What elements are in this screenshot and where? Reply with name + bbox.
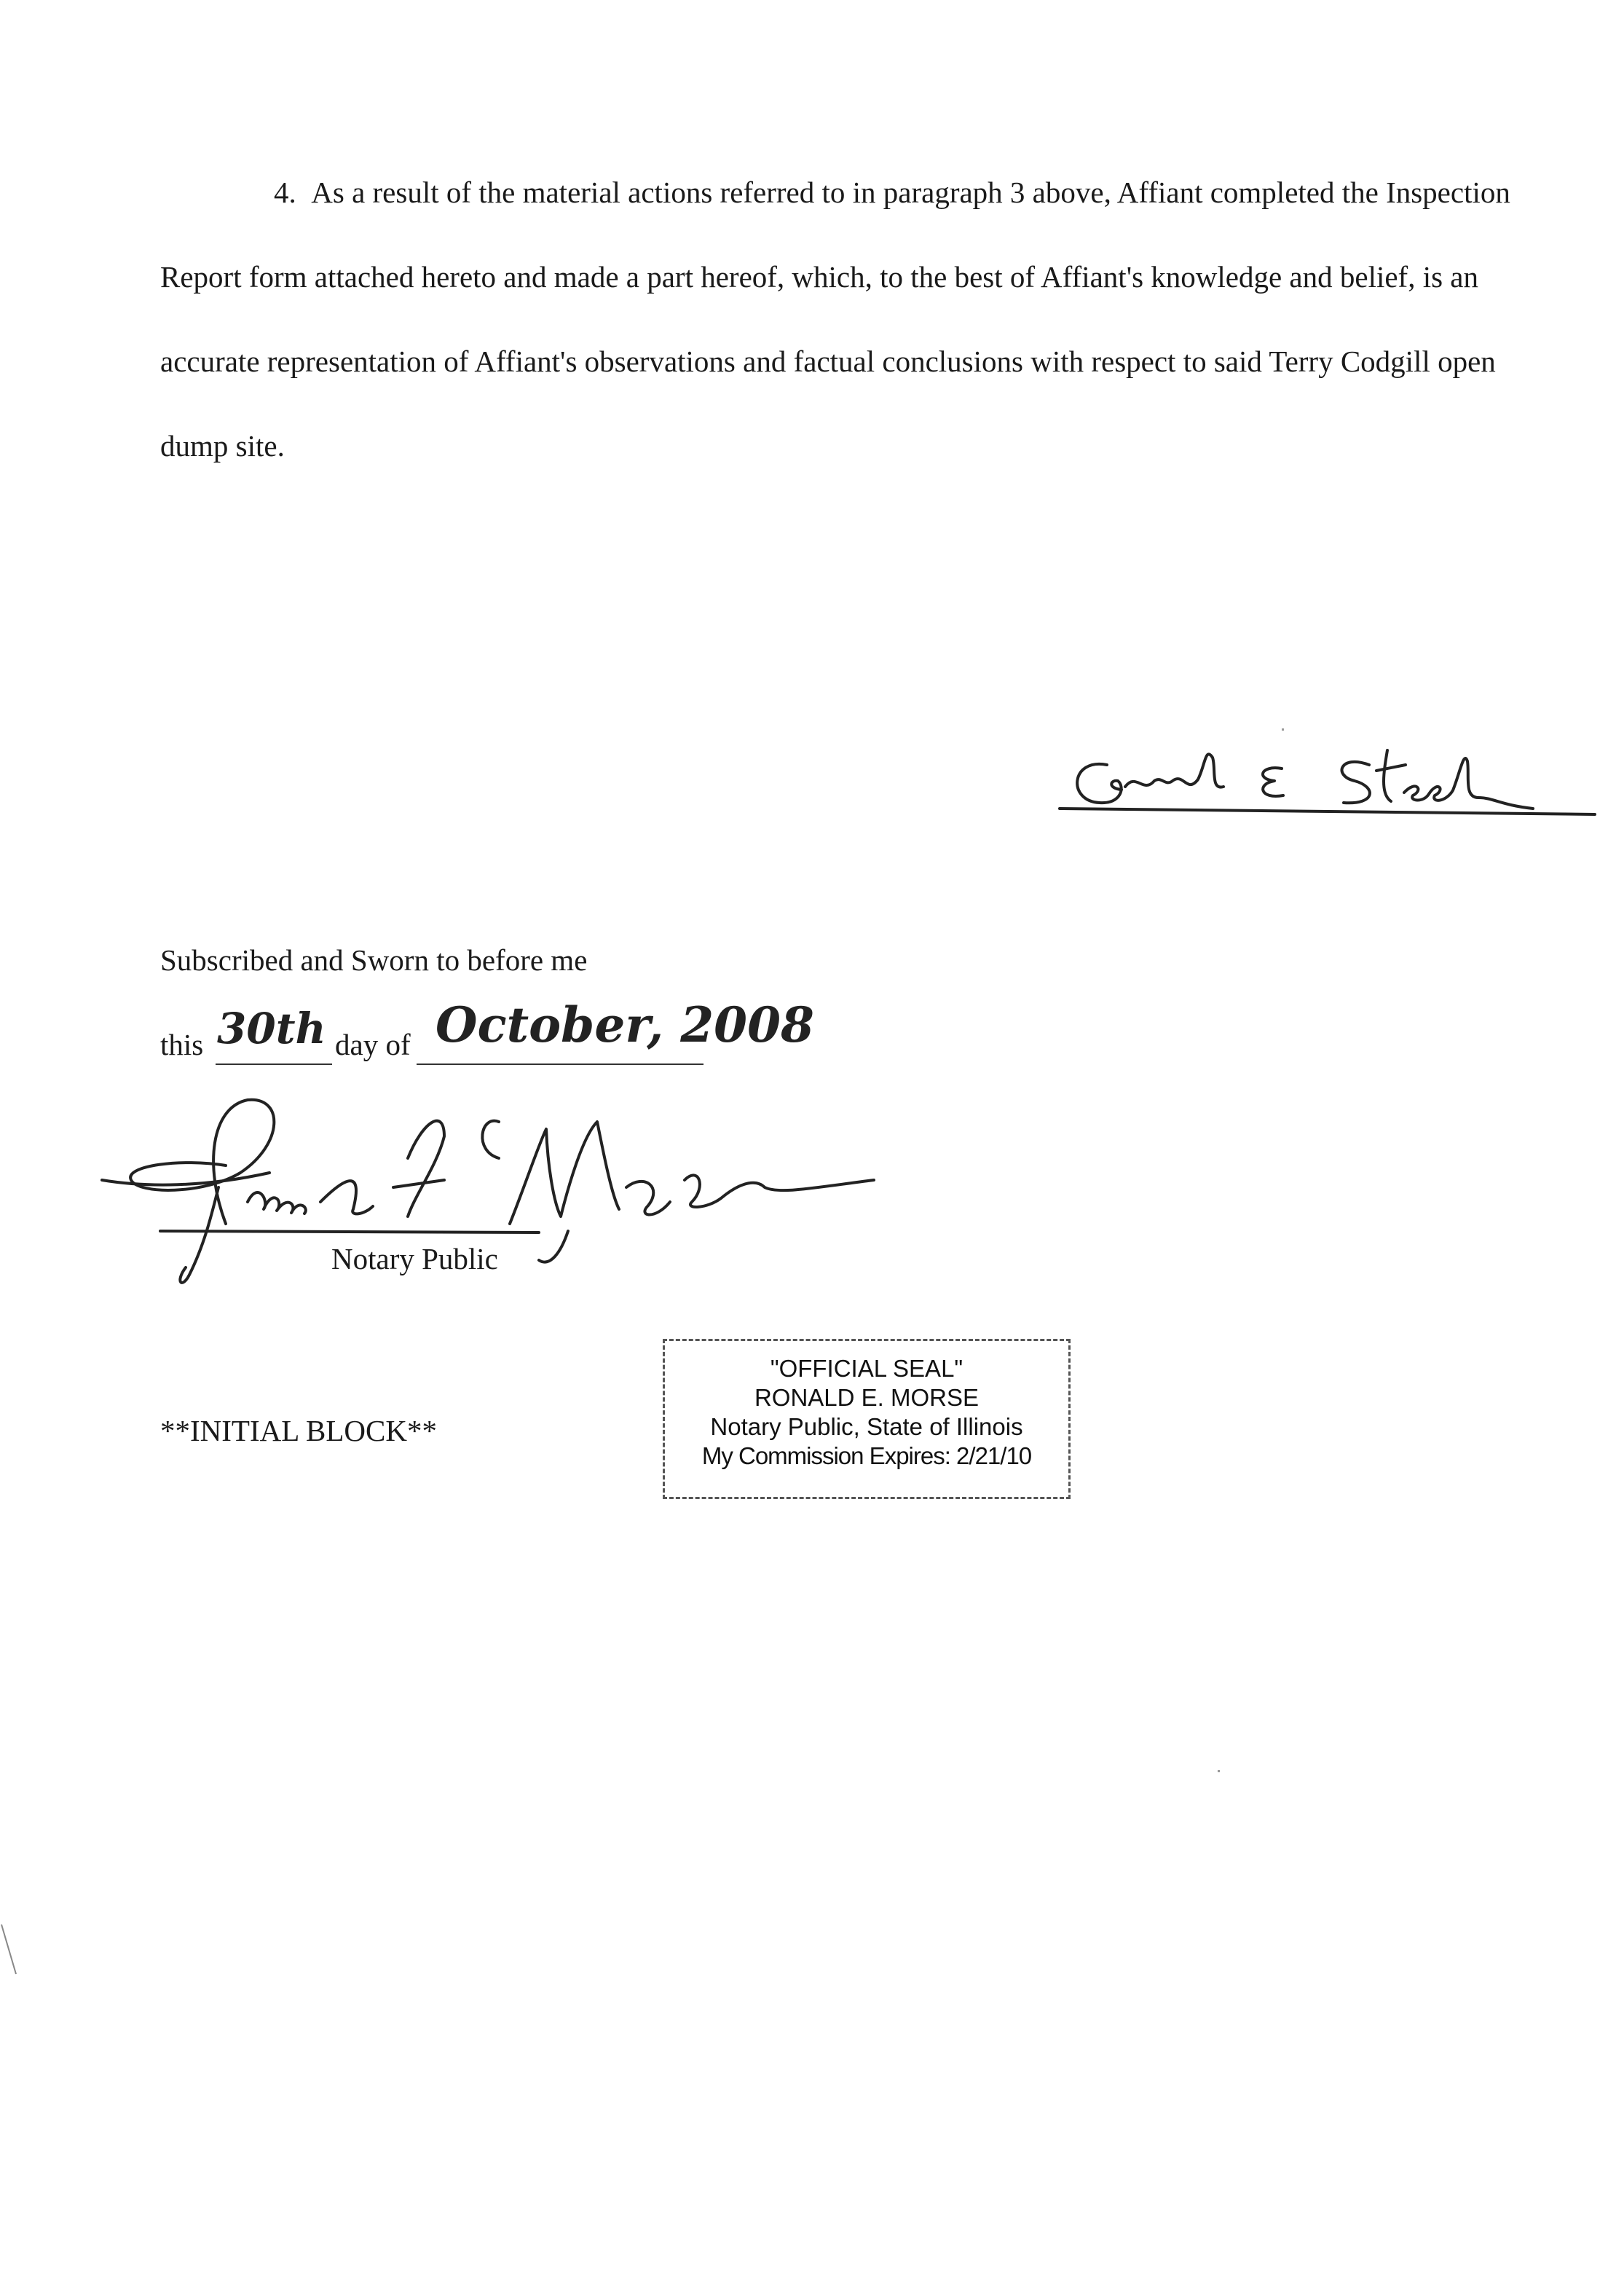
- notary-signature: [102, 1078, 903, 1297]
- scan-mark: [1218, 1770, 1220, 1772]
- seal-state: Notary Public, State of Illinois: [710, 1413, 1023, 1440]
- seal-name: RONALD E. MORSE: [754, 1384, 980, 1411]
- initial-block: **INITIAL BLOCK**: [160, 1414, 437, 1447]
- paragraph-text: As a result of the material actions referred to in paragraph 3 above, Affiant completed the Inspection Report form attached hereto and made a part hereof, which, to the best of Affiant's knowledge and belief, is an accurate representation of Affiant's observations and factual conclusions with respect to said Terry Codgill open dump site.: [160, 176, 1510, 463]
- paragraph-number: 4.: [274, 176, 296, 209]
- scan-mark: [0, 1923, 22, 1981]
- month-year-underline: [417, 1064, 704, 1065]
- jurat-day-value: 30th: [217, 1004, 326, 1053]
- jurat-day-of-label: day of: [335, 1028, 411, 1061]
- seal-expiration: My Commission Expires: 2/21/10: [701, 1442, 1032, 1469]
- paragraph-4: [160, 150, 1566, 488]
- scan-mark: [1282, 728, 1284, 731]
- jurat-month-year-value: October, 2008: [436, 996, 814, 1053]
- jurat-this-label: this: [160, 1028, 204, 1061]
- affiant-signature: [1056, 736, 1608, 845]
- jurat-line-1: Subscribed and Sworn to before me: [160, 943, 588, 977]
- notary-public-label: Notary Public: [331, 1242, 498, 1275]
- day-underline: [216, 1064, 332, 1065]
- official-seal-stamp: [663, 1339, 1071, 1499]
- seal-title: "OFFICIAL SEAL": [770, 1355, 963, 1382]
